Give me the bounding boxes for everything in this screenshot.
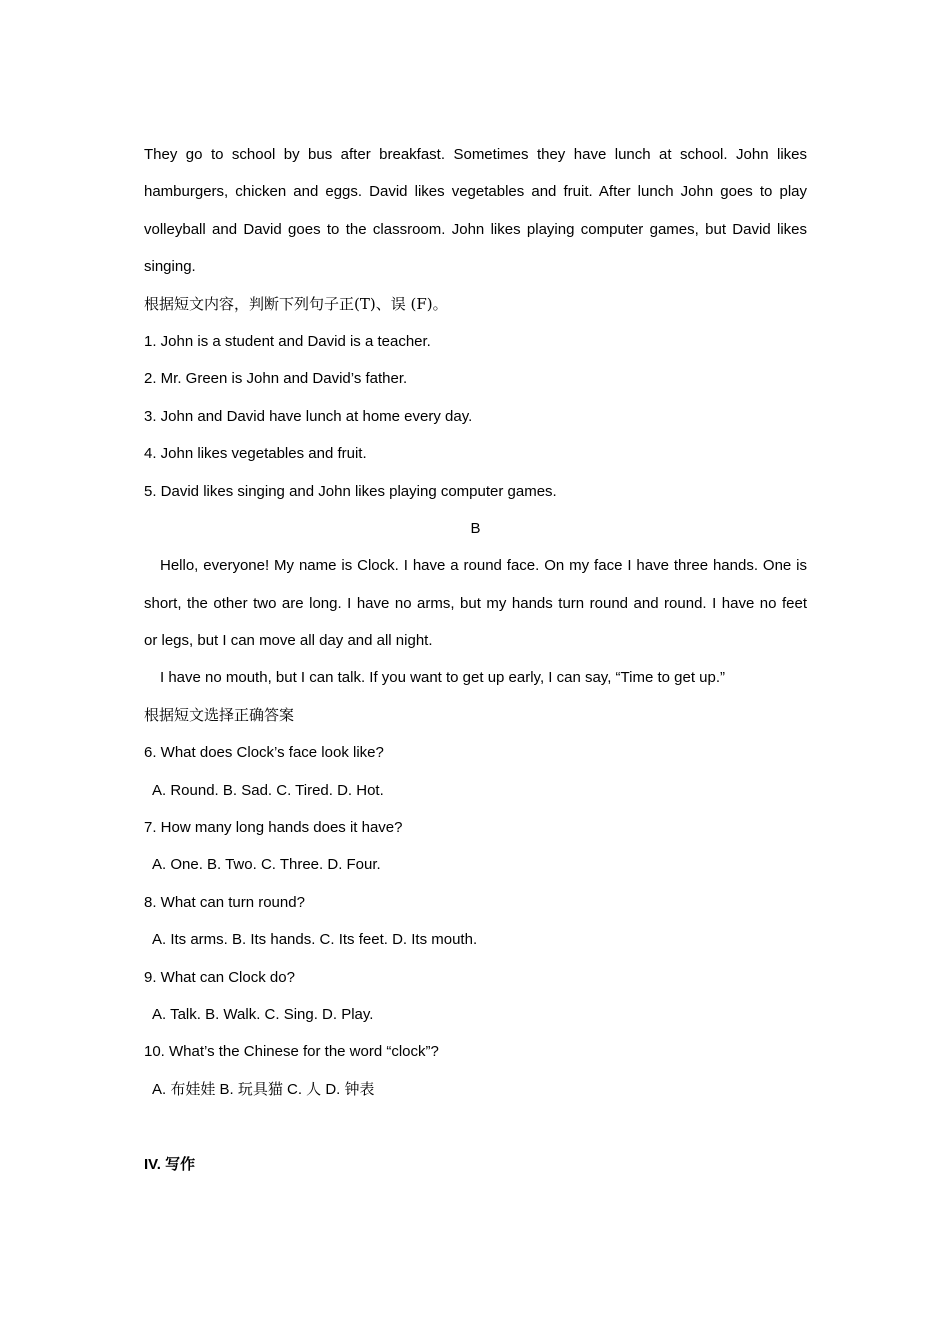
passage-a-line-3: volleyball and David goes to the classroom. John likes playing computer games, but David likes xyxy=(144,220,807,238)
question-9-options: A. Talk. B. Walk. C. Sing. D. Play. xyxy=(152,1005,374,1023)
tf-statement-3: 3. John and David have lunch at home every day. xyxy=(144,407,473,425)
question-8-options: A. Its arms. B. Its hands. C. Its feet. D. Its mouth. xyxy=(152,931,478,949)
tf-statement-1: 1. John is a student and David is a teacher. xyxy=(144,332,431,350)
passage-b-line-2: short, the other two are long. I have no arms, but my hands turn round and round. I have no feet xyxy=(144,594,807,612)
section-gap xyxy=(144,1108,807,1146)
passage-b-line-3: or legs, but I can move all day and all night. xyxy=(144,632,433,650)
question-10: 10. What’s the Chinese for the word “clock”? xyxy=(144,1043,439,1061)
question-10-options: A. 布娃娃 B. 玩具猫 C. 人 D. 钟表 xyxy=(152,1080,375,1098)
tf-statement-4: 4. John likes vegetables and fruit. xyxy=(144,445,367,463)
passage-a-line-1: They go to school by bus after breakfast. Sometimes they have lunch at school. John likes xyxy=(144,146,807,163)
question-9: 9. What can Clock do? xyxy=(144,968,295,986)
passage-a-line-2: hamburgers, chicken and eggs. David likes vegetables and fruit. After lunch John goes to play xyxy=(144,183,807,201)
passage-b-line-1: Hello, everyone! My name is Clock. I have a round face. On my face I have three hands. One is xyxy=(160,557,807,575)
section-iv-heading: IV. 写作 xyxy=(144,1156,196,1174)
tf-statement-5: 5. David likes singing and John likes playing computer games. xyxy=(144,482,557,500)
question-7-options: A. One. B. Two. C. Three. D. Four. xyxy=(152,856,381,874)
document-page xyxy=(144,136,807,1184)
question-7: 7. How many long hands does it have? xyxy=(144,819,403,837)
passage-b-heading: B xyxy=(470,519,481,537)
question-6-options: A. Round. B. Sad. C. Tired. D. Hot. xyxy=(152,781,384,799)
tf-statement-2: 2. Mr. Green is John and David’s father. xyxy=(144,370,408,388)
question-8: 8. What can turn round? xyxy=(144,893,305,911)
tf-instruction: 根据短文内容，判断下列句子正(T)、误 (F)。 xyxy=(144,294,448,313)
passage-b-line-4: I have no mouth, but I can talk. If you want to get up early, I can say, “Time to get up.” xyxy=(160,669,726,687)
question-6: 6. What does Clock’s face look like? xyxy=(144,744,384,762)
mc-instruction: 根据短文选择正确答案 xyxy=(144,705,295,724)
passage-a-line-4: singing. xyxy=(144,258,196,276)
